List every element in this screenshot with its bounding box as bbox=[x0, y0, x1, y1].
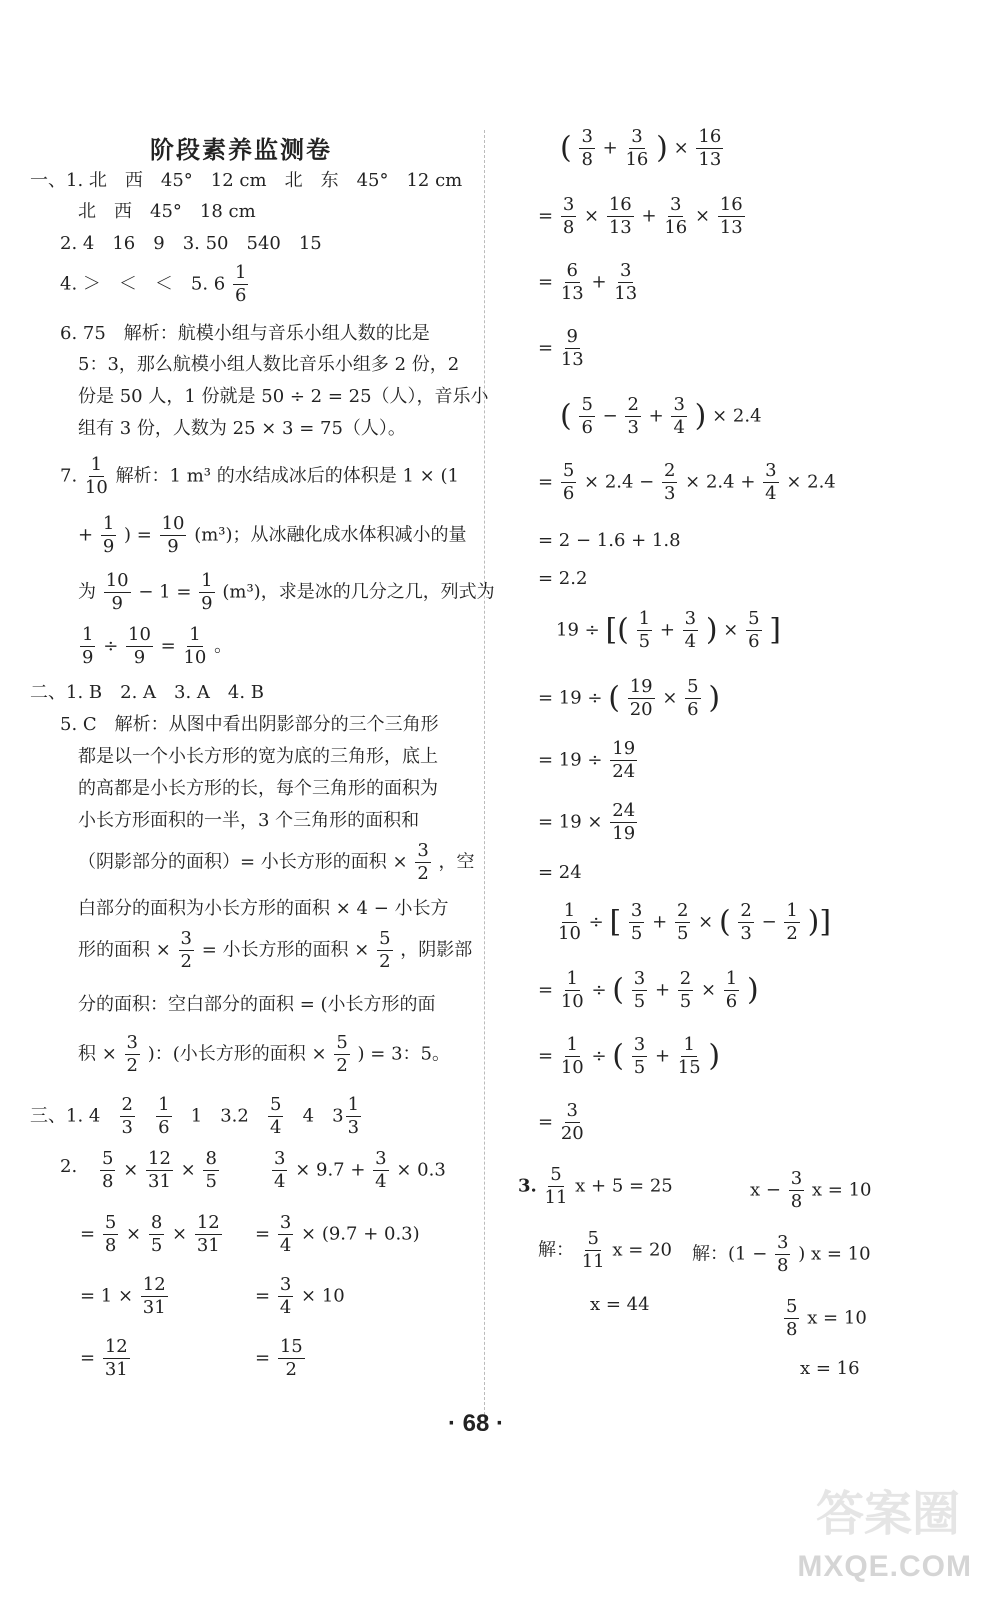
page-number: · 68 · bbox=[448, 1410, 505, 1437]
q7-line4: $\frac{1}{9}$ ÷ $\frac{10}{9}$ = $\frac{1}{10}$ 。 bbox=[82, 624, 233, 668]
fraction: $\frac{15}{2}$ bbox=[279, 1336, 303, 1380]
watermark-logo: 答案圈 bbox=[815, 1486, 960, 1542]
r4-line2: = $\frac{1}{10}$ ÷ ( $\frac{3}{5}$ + $\frac{2}{5}$ × $\frac{1}{6}$ ) bbox=[538, 968, 759, 1012]
fraction: $\frac{1}{3}$ bbox=[347, 1094, 360, 1138]
fraction: $\frac{1}{10}$ bbox=[558, 900, 581, 944]
fraction: $\frac{3}{8}$ bbox=[777, 1232, 789, 1276]
fraction: $\frac{1}{10}$ bbox=[183, 624, 207, 668]
bracket: ) bbox=[705, 612, 718, 648]
q3-line2: 解： $\frac{5}{11}$ x = 20 bbox=[538, 1228, 672, 1272]
fraction: $\frac{3}{16}$ bbox=[625, 126, 649, 170]
q5-line1: 5. C 解析：从图中看出阴影部分的三个三角形 bbox=[60, 714, 439, 735]
fraction: $\frac{3}{4}$ bbox=[684, 608, 697, 652]
bracket: ] bbox=[769, 612, 782, 648]
bracket: ) bbox=[694, 398, 707, 434]
fraction: $\frac{1}{9}$ bbox=[102, 513, 115, 557]
fraction: $\frac{1}{10}$ bbox=[560, 968, 584, 1012]
bracket: ) bbox=[807, 904, 820, 940]
fraction: $\frac{16}{13}$ bbox=[698, 126, 722, 170]
q3b-line4: x = 16 bbox=[800, 1358, 860, 1379]
bracket: ( bbox=[608, 680, 620, 716]
section1-q4: 4. ＞ ＜ ＜ 5. 6 $\frac{1}{6}$ bbox=[60, 262, 247, 306]
r1-line3: = $\frac{6}{13}$ + $\frac{3}{13}$ bbox=[538, 260, 638, 304]
q5-line8: 分的面积：空白部分的面积 = (小长方形的面 bbox=[78, 994, 436, 1015]
r2-line1: ( $\frac{5}{6}$ − $\frac{2}{3}$ + $\frac{3}{4}$ ) × 2.4 bbox=[560, 394, 762, 438]
fraction: $\frac{12}{31}$ bbox=[196, 1212, 220, 1256]
fraction: $\frac{5}{6}$ bbox=[581, 394, 593, 438]
fraction: $\frac{1}{9}$ bbox=[201, 570, 213, 614]
fraction: $\frac{10}{9}$ bbox=[105, 570, 129, 614]
bracket: ) bbox=[746, 972, 759, 1008]
r3-line5: = 24 bbox=[538, 862, 582, 883]
fraction: $\frac{1}{6}$ bbox=[158, 1094, 170, 1138]
r3-line2: = 19 ÷ ( $\frac{19}{20}$ × $\frac{5}{6}$ ) bbox=[538, 676, 721, 720]
fraction: $\frac{12}{31}$ bbox=[142, 1274, 166, 1318]
fraction: $\frac{5}{2}$ bbox=[379, 928, 391, 972]
fraction: $\frac{5}{11}$ bbox=[544, 1164, 568, 1208]
r1-line2: = $\frac{3}{8}$ × $\frac{16}{13}$ + $\frac{3}{16}$ × $\frac{16}{13}$ bbox=[538, 194, 743, 238]
fraction: $\frac{2}{5}$ bbox=[679, 968, 692, 1012]
fraction: $\frac{3}{4}$ bbox=[279, 1212, 292, 1256]
fraction: $\frac{3}{2}$ bbox=[126, 1032, 138, 1076]
fraction: $\frac{3}{8}$ bbox=[581, 126, 593, 170]
bracket: [ bbox=[605, 612, 618, 648]
fraction: $\frac{3}{2}$ bbox=[417, 840, 429, 884]
r3-line4: = 19 × $\frac{24}{19}$ bbox=[538, 800, 636, 844]
fraction: $\frac{9}{13}$ bbox=[560, 326, 584, 370]
q5-line6: 白部分的面积为小长方形的面积 × 4 − 小长方 bbox=[78, 898, 449, 919]
bracket: ( bbox=[612, 1038, 625, 1074]
q5-line3: 的高都是小长方形的长，每个三角形的面积为 bbox=[78, 778, 438, 799]
r1-line4: = $\frac{9}{13}$ bbox=[538, 326, 584, 370]
r4-line1: $\frac{1}{10}$ ÷ [ $\frac{3}{5}$ + $\frac{2}{5}$ × ( $\frac{2}{3}$ − $\frac{1}{2}$ )] bbox=[558, 900, 832, 944]
fraction: $\frac{1}{10}$ bbox=[84, 454, 108, 498]
q3-line3: x = 44 bbox=[590, 1294, 650, 1315]
r2-line4: = 2.2 bbox=[538, 568, 588, 589]
q7-line1: 7. $\frac{1}{10}$ 解析：1 m³ 的水结成冰后的体积是 1 × (1 bbox=[60, 454, 459, 498]
calc2-line4: = $\frac{15}{2}$ bbox=[255, 1336, 303, 1380]
fraction: $\frac{24}{19}$ bbox=[612, 800, 636, 844]
fraction: $\frac{2}{3}$ bbox=[627, 394, 639, 438]
fraction: $\frac{19}{24}$ bbox=[612, 738, 636, 782]
q3-line1: 3. $\frac{5}{11}$ x + 5 = 25 bbox=[518, 1164, 673, 1208]
fraction: $\frac{2}{3}$ bbox=[740, 900, 752, 944]
fraction: $\frac{3}{13}$ bbox=[614, 260, 638, 304]
fraction: $\frac{3}{5}$ bbox=[633, 968, 646, 1012]
r4-line4: = $\frac{3}{20}$ bbox=[538, 1100, 584, 1144]
r2-line3: = 2 − 1.6 + 1.8 bbox=[538, 530, 681, 551]
fraction: $\frac{3}{5}$ bbox=[630, 900, 643, 944]
fraction: $\frac{6}{13}$ bbox=[560, 260, 584, 304]
r3-line3: = 19 ÷ $\frac{19}{24}$ bbox=[538, 738, 636, 782]
fraction: $\frac{10}{9}$ bbox=[128, 624, 151, 668]
calc1-line1: $\frac{5}{8}$ × $\frac{12}{31}$ × $\frac{8}{5}$ bbox=[102, 1148, 217, 1192]
bracket: ( bbox=[617, 612, 629, 648]
fraction: $\frac{2}{5}$ bbox=[676, 900, 689, 944]
fraction: $\frac{1}{2}$ bbox=[786, 900, 798, 944]
r2-line2: = $\frac{5}{6}$ × 2.4 − $\frac{2}{3}$ × 2.4 + $\frac{3}{4}$ × 2.4 bbox=[538, 460, 836, 504]
fraction: $\frac{5}{6}$ bbox=[562, 460, 575, 504]
fraction: $\frac{1}{10}$ bbox=[560, 1034, 584, 1078]
q6-line1: 6. 75 解析：航模小组与音乐小组人数的比是 bbox=[60, 323, 430, 344]
fraction: $\frac{3}{8}$ bbox=[562, 194, 575, 238]
fraction: $\frac{16}{13}$ bbox=[719, 194, 743, 238]
fraction: $\frac{8}{5}$ bbox=[150, 1212, 163, 1256]
fraction: $\frac{5}{11}$ bbox=[581, 1228, 605, 1272]
fraction: $\frac{3}{4}$ bbox=[375, 1148, 387, 1192]
r3-line1: 19 ÷ [( $\frac{1}{5}$ + $\frac{3}{4}$ ) × $\frac{5}{6}$ ] bbox=[556, 608, 782, 652]
q7-line3: 为 $\frac{10}{9}$ − 1 = $\frac{1}{9}$ (m³)，求是冰的几分之几，列式为 bbox=[78, 570, 495, 614]
fraction: $\frac{3}{4}$ bbox=[279, 1274, 292, 1318]
section1-line3: 2. 4 16 9 3. 50 540 15 bbox=[60, 233, 322, 254]
fraction: $\frac{12}{31}$ bbox=[148, 1148, 171, 1192]
q3b-line2: 解：(1 − $\frac{3}{8}$ ) x = 10 bbox=[692, 1232, 871, 1276]
fraction: $\frac{8}{5}$ bbox=[205, 1148, 217, 1192]
fraction: $\frac{3}{20}$ bbox=[560, 1100, 584, 1144]
bracket: ( bbox=[560, 130, 572, 166]
q6-line2: 5：3，那么航模小组人数比音乐小组多 2 份，2 bbox=[78, 354, 460, 375]
fraction: $\frac{3}{4}$ bbox=[765, 460, 777, 504]
fraction: $\frac{3}{4}$ bbox=[274, 1148, 286, 1192]
page-title: 阶段素养监测卷 bbox=[150, 136, 332, 164]
fraction: $\frac{3}{5}$ bbox=[633, 1034, 646, 1078]
fraction: $\frac{5}{2}$ bbox=[336, 1032, 348, 1076]
fraction: $\frac{5}{4}$ bbox=[270, 1094, 282, 1138]
fraction: $\frac{1}{15}$ bbox=[677, 1034, 701, 1078]
fraction: $\frac{1}{6}$ bbox=[234, 262, 247, 306]
fraction: $\frac{5}{6}$ bbox=[748, 608, 760, 652]
calc2-line1: $\frac{3}{4}$ × 9.7 + $\frac{3}{4}$ × 0.3 bbox=[274, 1148, 446, 1192]
section3-line1: 三、1. 4 $\frac{2}{3}$ $\frac{1}{6}$ 1 3.2 $\frac{5}{4}$ 4 3 $\frac{1}{3}$ bbox=[30, 1094, 360, 1138]
fraction: $\frac{1}{9}$ bbox=[82, 624, 94, 668]
fraction: $\frac{10}{9}$ bbox=[161, 513, 185, 557]
bracket: [ bbox=[609, 904, 622, 940]
section2-line1: 二、1. B 2. A 3. A 4. B bbox=[30, 682, 265, 703]
r1-line1: ( $\frac{3}{8}$ + $\frac{3}{16}$ ) × $\frac{16}{13}$ bbox=[560, 126, 722, 170]
fraction: $\frac{2}{3}$ bbox=[663, 460, 676, 504]
fraction: $\frac{3}{8}$ bbox=[790, 1168, 803, 1212]
fraction: $\frac{5}{8}$ bbox=[102, 1148, 114, 1192]
fraction: $\frac{12}{31}$ bbox=[104, 1336, 128, 1380]
section3-q2-label: 2. bbox=[60, 1156, 78, 1177]
q3b-line3: $\frac{5}{8}$ x = 10 bbox=[786, 1296, 867, 1340]
q6-line4: 组有 3 份，人数为 25 × 3 = 75（人）。 bbox=[78, 418, 406, 439]
fraction: $\frac{3}{16}$ bbox=[664, 194, 688, 238]
calc2-line2: = $\frac{3}{4}$ × (9.7 + 0.3) bbox=[255, 1212, 420, 1256]
bracket: ) bbox=[708, 680, 721, 716]
calc1-line4: = $\frac{12}{31}$ bbox=[80, 1336, 128, 1380]
fraction: $\frac{3}{2}$ bbox=[180, 928, 192, 972]
q6-line3: 份是 50 人，1 份就是 50 ÷ 2 = 25（人），音乐小 bbox=[78, 386, 489, 407]
calc2-line3: = $\frac{3}{4}$ × 10 bbox=[255, 1274, 345, 1318]
bracket: ( bbox=[718, 904, 731, 940]
bracket: ] bbox=[819, 904, 832, 940]
calc1-line2: = $\frac{5}{8}$ × $\frac{8}{5}$ × $\frac{12}{31}$ bbox=[80, 1212, 220, 1256]
q5-line5: （阴影部分的面积）= 小长方形的面积 × $\frac{3}{2}$ ，空 bbox=[78, 840, 475, 884]
fraction: $\frac{5}{8}$ bbox=[104, 1212, 117, 1256]
fraction: $\frac{5}{8}$ bbox=[786, 1296, 798, 1340]
bracket: ) bbox=[656, 130, 668, 166]
r4-line3: = $\frac{1}{10}$ ÷ ( $\frac{3}{5}$ + $\frac{1}{15}$ ) bbox=[538, 1034, 721, 1078]
fraction: $\frac{1}{5}$ bbox=[638, 608, 651, 652]
watermark-url: MXQE.COM bbox=[797, 1550, 972, 1583]
calc1-line3: = 1 × $\frac{12}{31}$ bbox=[80, 1274, 166, 1318]
fraction: $\frac{19}{20}$ bbox=[629, 676, 653, 720]
q5-line9: 积 × $\frac{3}{2}$ )：(小长方形的面积 × $\frac{5}{2}$ ) = 3：5。 bbox=[78, 1032, 450, 1076]
fraction: $\frac{16}{13}$ bbox=[608, 194, 632, 238]
section1-line1: 一、1. 北 西 45° 12 cm 北 东 45° 12 cm bbox=[30, 170, 463, 191]
q5-line4: 小长方形面积的一半，3 个三角形的面积和 bbox=[78, 810, 420, 831]
section1-line2: 北 西 45° 18 cm bbox=[78, 201, 256, 222]
q3b-line1: x − $\frac{3}{8}$ x = 10 bbox=[750, 1168, 872, 1212]
bracket: ( bbox=[612, 972, 625, 1008]
fraction: $\frac{2}{3}$ bbox=[121, 1094, 133, 1138]
bracket: ) bbox=[708, 1038, 721, 1074]
q5-line2: 都是以一个小长方形的宽为底的三角形，底上 bbox=[78, 746, 438, 767]
fraction: $\frac{5}{6}$ bbox=[687, 676, 699, 720]
fraction: $\frac{3}{4}$ bbox=[673, 394, 685, 438]
bracket: ( bbox=[560, 398, 572, 434]
fraction: $\frac{1}{6}$ bbox=[725, 968, 738, 1012]
column-divider bbox=[484, 130, 485, 1420]
q7-line2: + $\frac{1}{9}$ ) = $\frac{10}{9}$ (m³)；从冰融化成水体积减小的量 bbox=[78, 513, 467, 557]
q5-line7: 形的面积 × $\frac{3}{2}$ = 小长方形的面积 × $\frac{5}{2}$ ，阴影部 bbox=[78, 928, 473, 972]
